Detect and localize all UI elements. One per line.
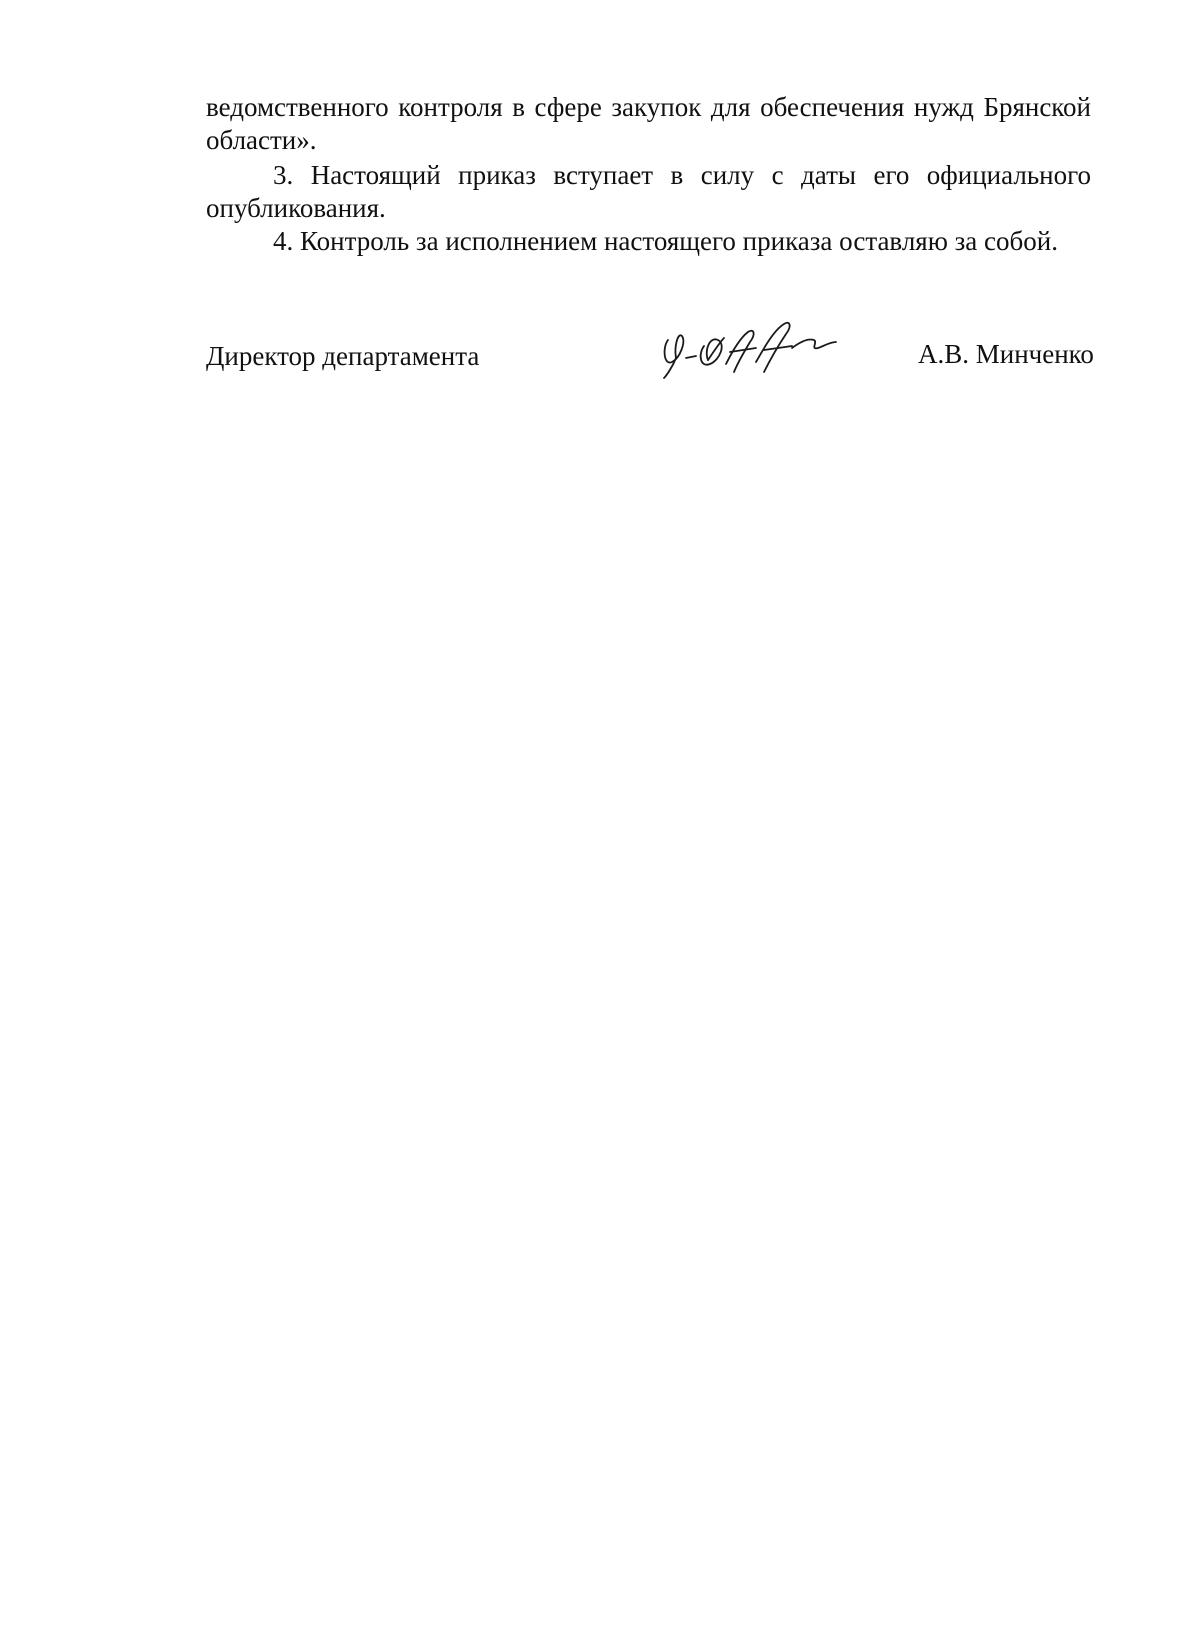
handwritten-signature: [660, 312, 840, 384]
signatory-name: А.В. Минченко: [918, 339, 1094, 369]
paragraph-item-3: 3. Настоящий приказ вступает в силу с даты его официального опубликования.: [206, 160, 1091, 223]
paragraph-item-4: 4. Контроль за исполнением настоящего приказа оставляю за собой.: [273, 226, 1058, 256]
signatory-title: Директор департамента: [206, 341, 480, 371]
document-body: [206, 91, 1091, 258]
paragraph-continuation: ведомственного контроля в сфере закупок для обеспечения нужд Брянской области».: [206, 92, 1091, 155]
